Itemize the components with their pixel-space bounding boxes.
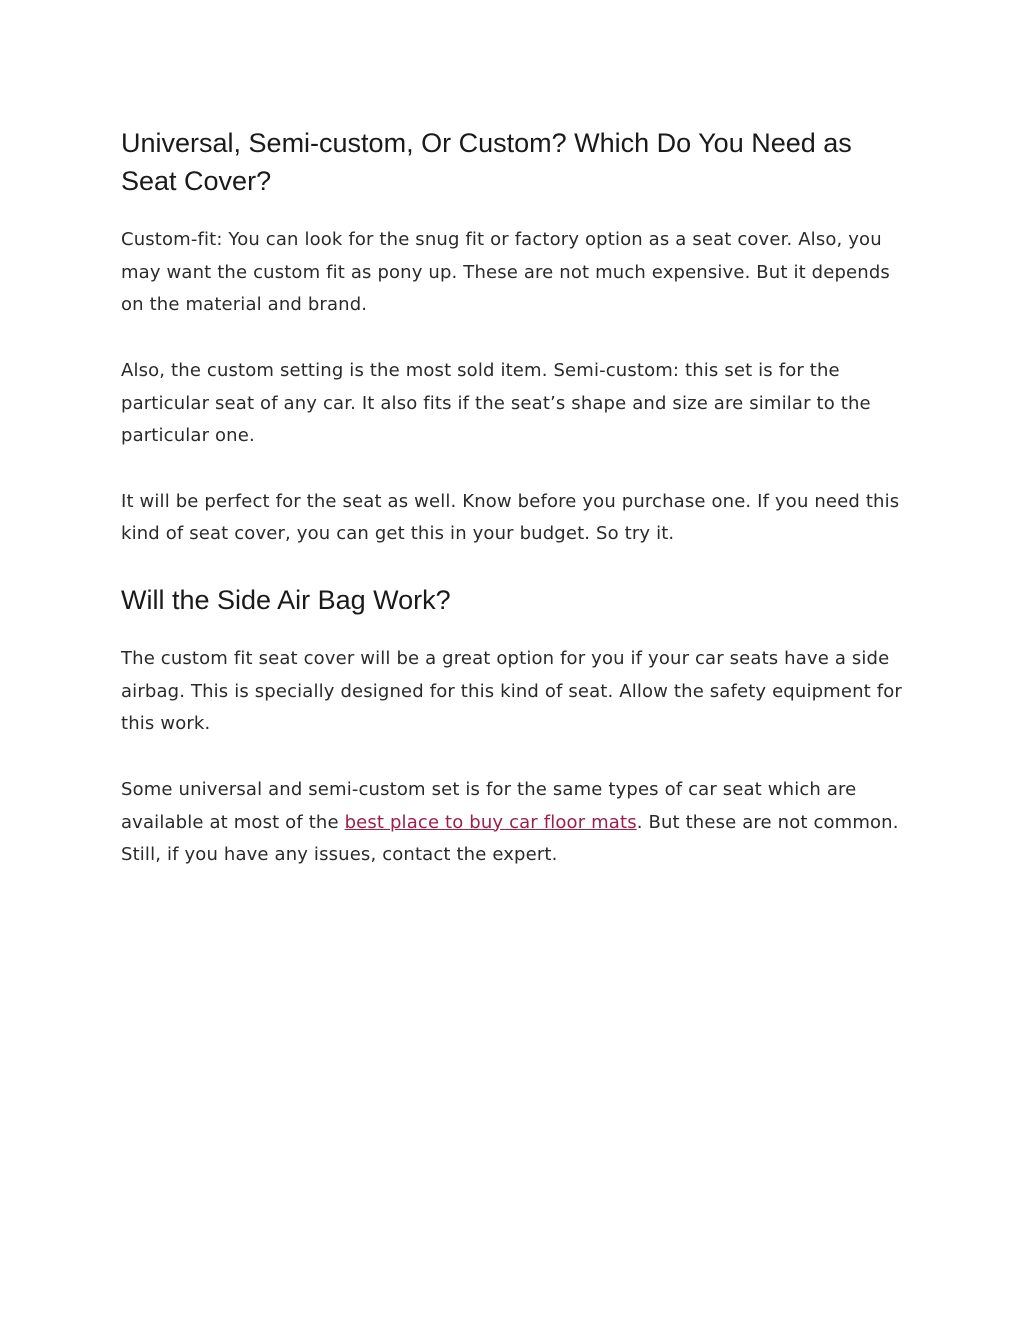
- paragraph-semi-custom: Also, the custom setting is the most sold item. Semi-custom: this set is for the particular seat of any car. It also fits if the seat’s shape and size are similar to the particular one.: [121, 359, 871, 447]
- section-heading-seat-cover-types: Universal, Semi-custom, Or Custom? Which Do You Need as Seat Cover?: [121, 128, 852, 196]
- paragraph-universal-before-link: Some universal and semi-custom set is for the same types of car seat which are available at most of the: [121, 778, 857, 833]
- paragraph-budget: It will be perfect for the seat as well. Know before you purchase one. If you need this kind of seat cover, you can get this in your budget. So try it.: [121, 490, 900, 545]
- floor-mats-link[interactable]: best place to buy car floor mats: [344, 811, 637, 833]
- paragraph-airbag: The custom fit seat cover will be a great option for you if your car seats have a side airbag. This is specially designed for this kind of seat. Allow the safety equipment for this work.: [121, 648, 902, 735]
- paragraph-universal-after-link: . But these are not common. Still, if you have any issues, contact the expert.: [121, 811, 899, 866]
- paragraph-custom-fit: Custom-fit: You can look for the snug fit or factory option as a seat cover. Also, you may want the custom fit as pony up. These are not much expensive. But it depends on the material and brand.: [121, 229, 890, 316]
- document-page: [121, 124, 911, 872]
- section-heading-side-air-bag: Will the Side Air Bag Work?: [121, 585, 451, 615]
- paragraph-universal: [121, 774, 911, 872]
